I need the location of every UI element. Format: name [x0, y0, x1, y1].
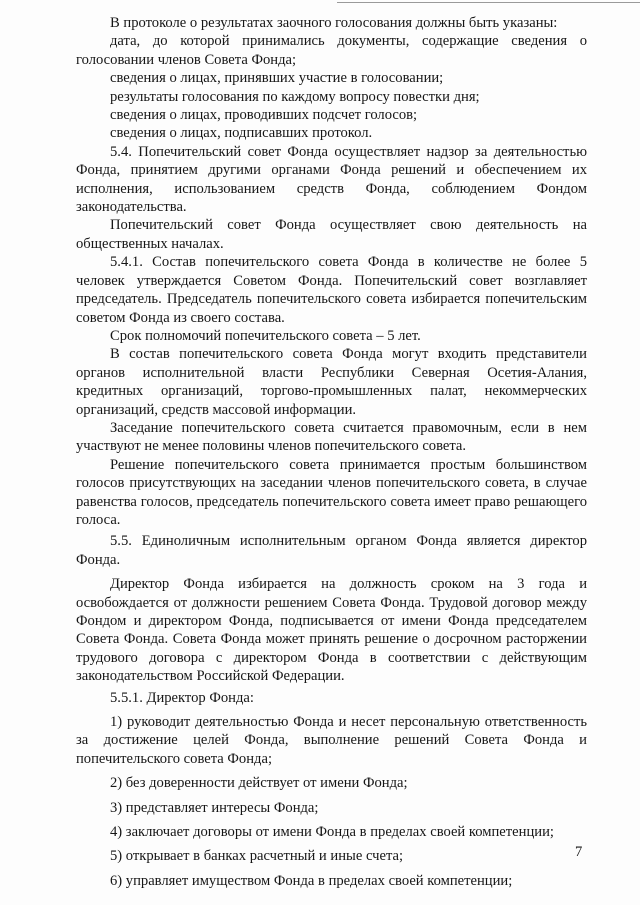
paragraph-council-volunteer: Попечительский совет Фонда осуществляет свою деятельность на общественных началах. — [76, 217, 587, 252]
top-rule-line — [337, 2, 640, 3]
paragraph-protocol-date: дата, до которой принимались документы, содержащие сведения о голосовании членов Совета Фонда; — [76, 33, 587, 68]
paragraph-protocol-intro: В протоколе о результатах заочного голосования должны быть указаны: — [110, 15, 558, 31]
paragraph-council-members: В состав попечительского совета Фонда могут входить представители органов исполнительной власти Республики Северная Осетия-Алания, кредитных организаций, торгово-промышленных палат, некоммерческих организаций, средств массовой информации. — [76, 346, 587, 418]
paragraph-protocol-signers: сведения о лицах, подписавших протокол. — [110, 125, 373, 142]
paragraph-term: Срок полномочий попечительского совета – 5 лет. — [110, 327, 421, 344]
paragraph-protocol-participants: сведения о лицах, принявших участие в голосовании; — [110, 70, 444, 87]
document-body — [76, 14, 587, 890]
paragraph-section-5-4-1: 5.4.1. Состав попечительского совета Фонда в количестве не более 5 человек утверждается Советом Фонда. Попечительский совет возглавляет председатель. Председатель попечительского совета избирается попечительским советом Фонда из своего состава. — [76, 254, 587, 326]
paragraph-decision: Решение попечительского совета принимается простым большинством голосов присутствующих на заседании членов попечительского совета, в случае равенства голосов, председатель попечительского совета имеет право решающего голоса. — [76, 456, 587, 528]
list-item-4: 4) заключает договоры от имени Фонда в пределах своей компетенции; — [110, 824, 554, 841]
paragraph-protocol-counters: сведения о лицах, проводивших подсчет голосов; — [110, 107, 418, 124]
list-item-2: 2) без доверенности действует от имени Фонда; — [110, 775, 408, 792]
paragraph-director-term: Директор Фонда избирается на должность сроком на 3 года и освобождается от должности решением Совета Фонда. Трудовой договор между Фондом и директором Фонда, подписывается от имени Фонда председателем Совета Фонда. Совета Фонда может принять решение о досрочном расторжении трудового договора с директором Фонда в соответствии с действующим законодательством Российской Федерации. — [76, 576, 587, 685]
page-number: 7 — [575, 844, 583, 860]
paragraph-section-5-5: 5.5. Единоличным исполнительным органом Фонда является директор Фонда. — [76, 533, 587, 568]
list-item-5: 5) открывает в банках расчетный и иные счета; — [110, 848, 404, 865]
paragraph-quorum: Заседание попечительского совета считается правомочным, если в нем участвуют не менее половины членов попечительского совета. — [76, 419, 587, 455]
list-item-3: 3) представляет интересы Фонда; — [110, 799, 319, 816]
paragraph-section-5-4: 5.4. Попечительский совет Фонда осуществляет надзор за деятельностью Фонда, принятием другими органами Фонда решений и обеспечением их исполнения, использованием средств Фонда, соблюдением Фондом законодательства. — [76, 143, 587, 216]
paragraph-protocol-results: результаты голосования по каждому вопросу повестки дня; — [110, 88, 480, 105]
paragraph-section-5-5-1: 5.5.1. Директор Фонда: — [110, 689, 254, 706]
list-item-1: 1) руководит деятельностью Фонда и несет персональную ответственность за достижение целей Фонда, выполнение решений Совета Фонда и попечительского совета Фонда; — [76, 714, 587, 767]
list-item-6: 6) управляет имуществом Фонда в пределах своей компетенции; — [110, 872, 513, 889]
